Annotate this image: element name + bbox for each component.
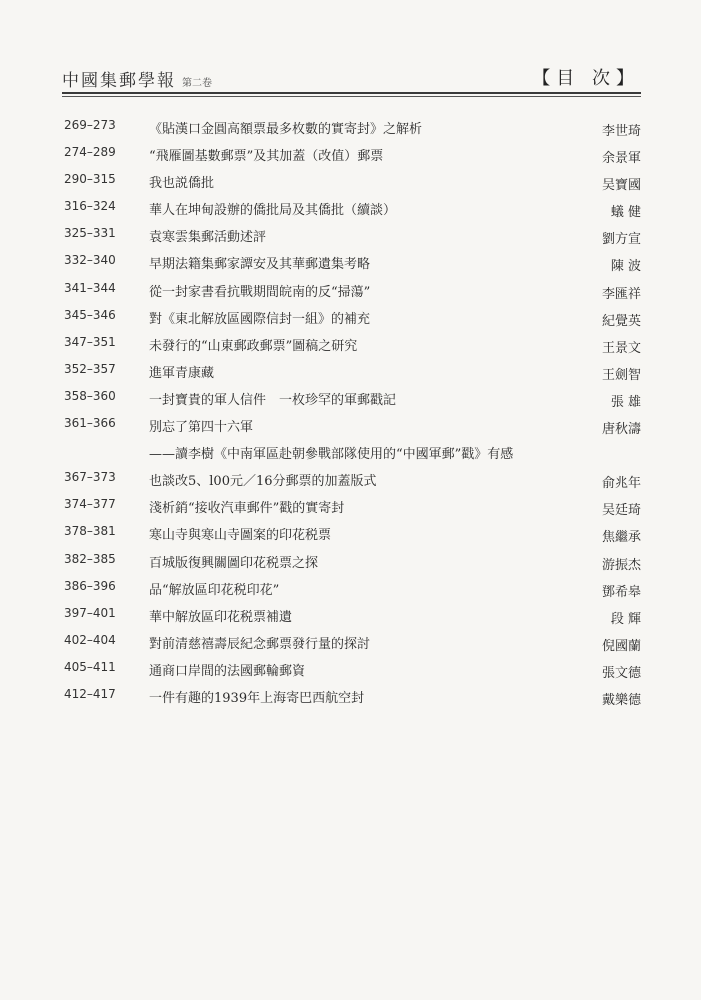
toc-title: 淺析銷“接收汽車郵件”戳的實寄封 (149, 501, 345, 517)
toc-title: 通商口岸間的法國郵輪郵資 (149, 663, 306, 679)
toc-author: 陳 波 (610, 259, 641, 275)
toc-page-range: 347–351 (64, 334, 116, 349)
toc-page-range: 378–381 (64, 524, 116, 539)
toc-author: 王劍智 (601, 367, 641, 383)
toc-title: 一封寶貴的軍人信件 一枚珍罕的軍郵戳記 (149, 392, 397, 408)
toc-page-range: 412–417 (64, 686, 116, 701)
toc-title: 百城版復興關圖印花税票之探 (149, 555, 319, 571)
toc-author: 鄧希皋 (601, 584, 641, 600)
toc-row (0, 389, 701, 416)
toc-author: 吴寶國 (601, 178, 641, 194)
toc-title: 早期法籍集郵家譚安及其華郵遺集考略 (149, 257, 371, 273)
toc-title: 對《東北解放區國際信封一組》的補充 (149, 311, 371, 327)
toc-page-range: 402–404 (64, 632, 116, 647)
toc-author: 張文德 (601, 665, 641, 681)
toc-row (0, 362, 701, 389)
toc-row (0, 145, 701, 172)
toc-row (0, 633, 701, 660)
toc-page-range: 386–396 (64, 578, 116, 593)
toc-author: 余景軍 (601, 151, 641, 167)
header-rule-thin (62, 96, 641, 97)
toc-subtitle-row (0, 443, 701, 470)
toc-title: 品“解放區印花税印花” (149, 582, 280, 598)
toc-row (0, 470, 701, 497)
toc-row (0, 579, 701, 606)
toc-row (0, 226, 701, 253)
toc-author: 劉方宣 (601, 232, 641, 248)
toc-subtitle: ——讀李樹《中南軍區赴朝參戰部隊使用的“中國軍郵”戳》有感 (149, 447, 514, 463)
toc-title: 我也説僑批 (149, 176, 215, 192)
toc-page-range: 332–340 (64, 253, 116, 268)
header-rule-thick (62, 92, 641, 94)
toc-title: 對前清慈禧壽辰紀念郵票發行量的探討 (149, 636, 371, 652)
toc-title: 華中解放區印花税票補遺 (149, 609, 293, 625)
toc-author: 李世琦 (601, 124, 641, 139)
toc-page-range: 341–344 (64, 280, 116, 295)
toc-author: 王景文 (601, 340, 641, 356)
toc-title: 別忘了第四十六軍 (149, 420, 254, 436)
toc-page-range: 269–273 (64, 118, 116, 132)
toc-row (0, 416, 701, 443)
toc-page-range: 325–331 (64, 226, 116, 241)
toc-title: 袁寒雲集郵活動述評 (149, 230, 267, 246)
toc-row (0, 606, 701, 633)
toc-row (0, 199, 701, 226)
toc-author: 李匯祥 (601, 286, 641, 302)
toc-page-range: 397–401 (64, 605, 116, 620)
toc-title: 未發行的“山東郵政郵票”圖稿之研究 (149, 338, 358, 354)
toc-row (0, 335, 701, 362)
toc-page-range: 374–377 (64, 497, 116, 512)
toc-row (0, 552, 701, 579)
toc-row (0, 118, 701, 145)
toc-author: 張 雄 (610, 394, 641, 410)
toc-row (0, 687, 701, 714)
section-label: 【目 次】 (532, 68, 640, 89)
toc-title: 進軍青康藏 (149, 365, 215, 381)
toc-row (0, 497, 701, 524)
toc-author: 戴樂德 (601, 692, 641, 708)
journal-title: 中國集郵學報 第二卷 (62, 71, 212, 91)
toc-title: 《貼漢口金圓高額票最多枚數的實寄封》之解析 (149, 122, 423, 137)
toc-author: 俞兆年 (601, 476, 641, 492)
toc-title: “飛雁圖基數郵票”及其加蓋（改值）郵票 (149, 149, 384, 165)
toc-title: 寒山寺與寒山寺圖案的印花税票 (149, 528, 332, 544)
toc-page-range: 290–315 (64, 172, 116, 187)
toc-page-range: 345–346 (64, 307, 116, 322)
table-of-contents (0, 118, 701, 714)
toc-page-range: 358–360 (64, 388, 116, 403)
toc-row (0, 524, 701, 551)
toc-author: 游振杰 (601, 557, 641, 573)
toc-title: 一件有趣的1939年上海寄巴西航空封 (149, 690, 365, 706)
toc-row (0, 253, 701, 280)
toc-author: 倪國蘭 (601, 638, 641, 654)
toc-title: 也談改5、l00元／16分郵票的加蓋版式 (149, 474, 377, 490)
toc-author: 段 輝 (610, 611, 641, 627)
page-header (62, 64, 640, 90)
toc-row (0, 660, 701, 687)
toc-title: 華人在坤甸設辦的僑批局及其僑批（續談） (149, 203, 397, 219)
volume-label: 第二卷 (182, 78, 212, 89)
toc-title: 從一封家書看抗戰期間皖南的反“掃蕩” (149, 284, 371, 300)
toc-page-range: 367–373 (64, 470, 116, 485)
toc-author: 蟻 健 (610, 205, 641, 221)
toc-row (0, 281, 701, 308)
toc-author: 唐秋濤 (601, 422, 641, 438)
toc-page-range: 274–289 (64, 145, 116, 160)
toc-page-range: 405–411 (64, 659, 116, 674)
toc-page-range: 361–366 (64, 416, 116, 431)
toc-row (0, 308, 701, 335)
toc-author: 焦繼承 (601, 530, 641, 546)
toc-author: 紀覺英 (601, 313, 641, 329)
toc-page-range: 352–357 (64, 361, 116, 376)
toc-page-range: 382–385 (64, 551, 116, 566)
toc-author: 吴廷琦 (601, 503, 641, 519)
toc-row (0, 172, 701, 199)
toc-page-range: 316–324 (64, 199, 116, 214)
